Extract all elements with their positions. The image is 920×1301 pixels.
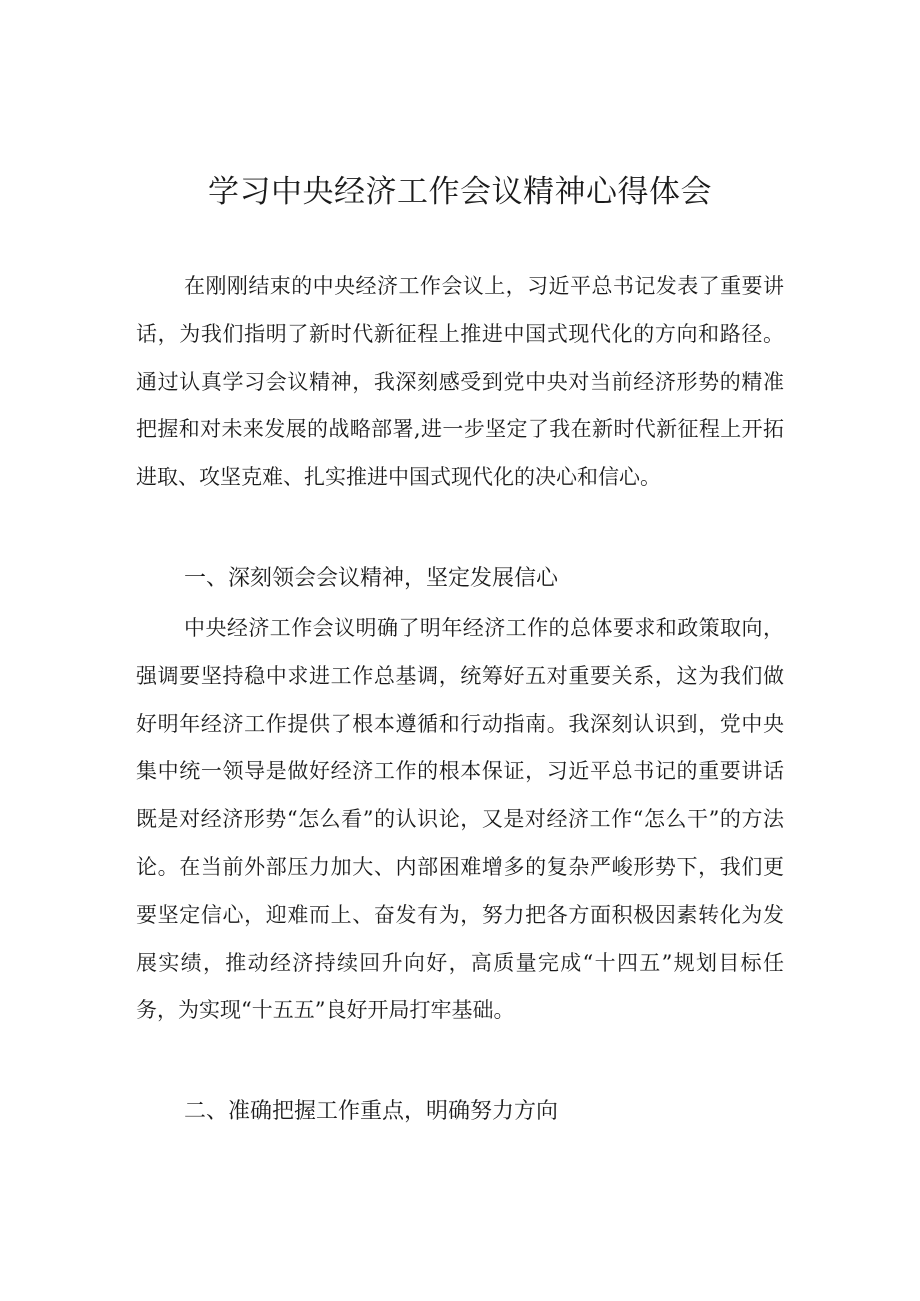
section-1-paragraph: 中央经济工作会议明确了明年经济工作的总体要求和政策取向，强调要坚持稳中求进工作总基调，统筹好五对重要关系，这为我们做好明年经济工作提供了根本遵循和行动指南。我深刻认识到，党中央集中统一领导是做好经济工作的根本保证，习近平总书记的重要讲话既是对经济形势“怎么看”的认识论，又是对经济工作“怎么干”的方法论。在当前外部压力加大、内部困难增多的复杂严峻形势下，我们更要坚定信心，迎难而上、奋发有为，努力把各方面积极因素转化为发展实绩，推动经济持续回升向好，高质量完成“十四五”规划目标任务，为实现“十五五”良好开局打牢基础。 bbox=[136, 616, 784, 1023]
section-heading-2: 二、准确把握工作重点，明确努力方向 bbox=[184, 1099, 559, 1124]
document-title: 学习中央经济工作会议精神心得体会 bbox=[208, 174, 712, 210]
intro-paragraph: 在刚刚结束的中央经济工作会议上，习近平总书记发表了重要讲话，为我们指明了新时代新征程上推进中国式现代化的方向和路径。通过认真学习会议精神，我深刻感受到党中央对当前经济形势的精准把握和对未来发展的战略部署,进一步坚定了我在新时代新征程上开拓进取、攻坚克难、扎实推进中国式现代化的决心和信心。 bbox=[136, 274, 784, 490]
section-heading-1: 一、深刻领会会议精神，坚定发展信心 bbox=[184, 566, 559, 591]
